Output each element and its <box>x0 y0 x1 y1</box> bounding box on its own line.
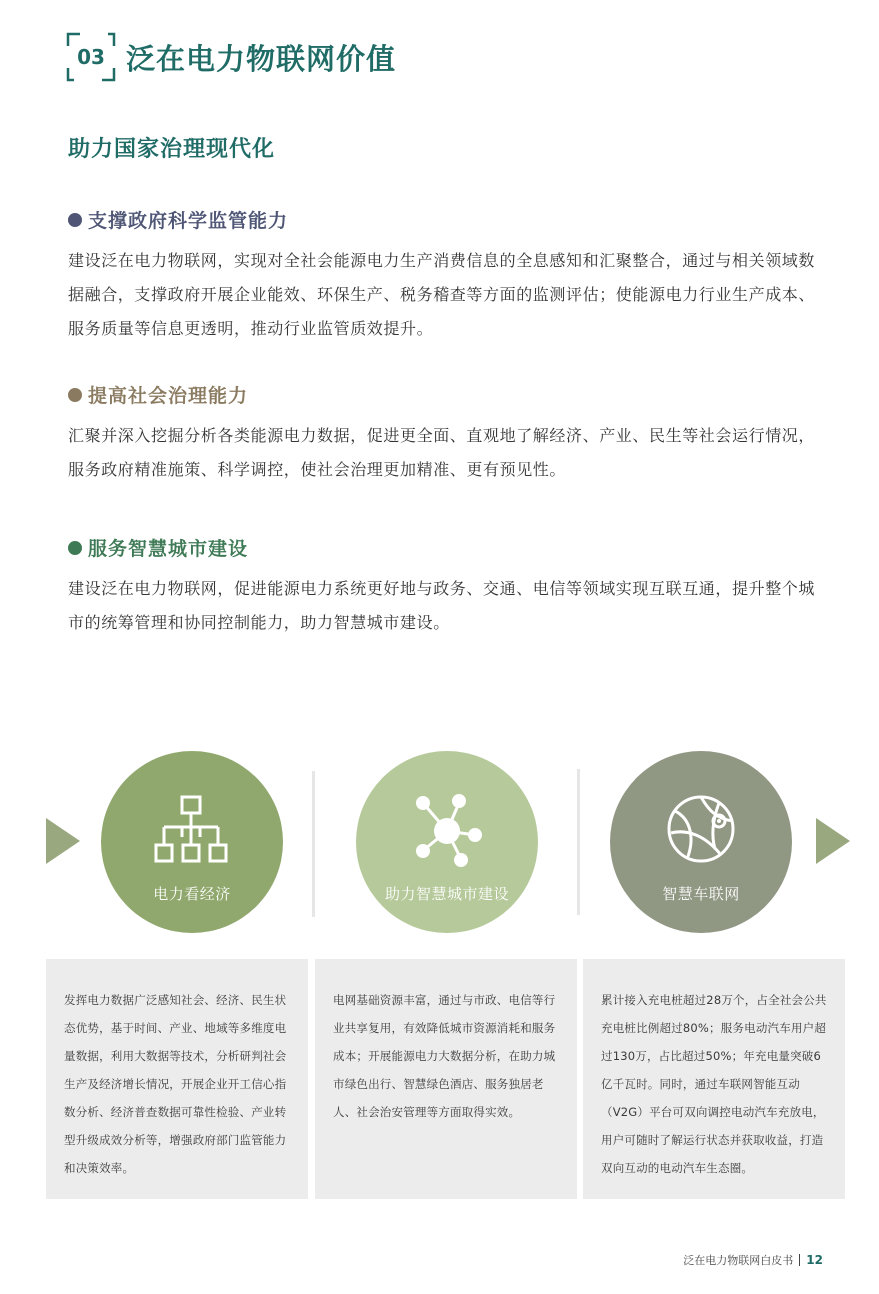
feature-description: 累计接入充电桩超过28万个，占全社会公共充电桩比例超过80%；服务电动汽车用户超过130万，占比超过50%；年充电量突破6亿千瓦时。同时，通过车联网智能互动（V2G）平台可双向调控电动汽车充放电，用户可随时了解运行状态并获取收益，打造双向互动的电动汽车生态圈。 <box>601 993 827 1175</box>
page-footer <box>683 1252 823 1268</box>
feature-circle-economy <box>101 751 283 933</box>
divider <box>312 771 315 917</box>
subsection-heading-1 <box>68 206 288 233</box>
divider <box>577 769 580 915</box>
feature-label: 电力看经济 <box>153 885 231 903</box>
network-nodes-icon <box>407 789 487 869</box>
subsection-text-2: 汇聚并深入挖掘分析各类能源电力数据，促进更全面、直观地了解经济、产业、民生等社会运行情况，服务政府精准施策、科学调控，使社会治理更加精准、更有预见性。 <box>68 426 816 479</box>
subsection-text-1: 建设泛在电力物联网，实现对全社会能源电力生产消费信息的全息感知和汇聚整合，通过与相关领域数据融合，支撑政府开展企业能效、环保生产、税务稽查等方面的监测评估；使能源电力行业生产成本、服务质量等信息更透明，推动行业监管质效提升。 <box>68 251 816 338</box>
subsection-text-3: 建设泛在电力物联网，促进能源电力系统更好地与政务、交通、电信等领域实现互联互通，提升整个城市的统筹管理和协同控制能力，助力智慧城市建设。 <box>68 579 816 632</box>
feature-circle-smart-city <box>356 751 538 933</box>
subsection-heading-2 <box>68 381 248 408</box>
subsection-title: 提高社会治理能力 <box>88 385 249 407</box>
subsection-title: 支撑政府科学监管能力 <box>88 210 289 232</box>
subsection-heading-3 <box>68 534 248 561</box>
page-header <box>66 32 396 82</box>
footer-title: 泛在电力物联网白皮书 <box>683 1254 794 1267</box>
page-number: 12 <box>806 1253 823 1267</box>
globe-link-icon <box>661 789 741 869</box>
bullet-dot-icon <box>68 213 82 227</box>
feature-card-economy <box>46 959 308 1199</box>
feature-card-smart-city <box>315 959 577 1199</box>
subsection-title: 服务智慧城市建设 <box>88 538 249 560</box>
feature-description: 电网基础资源丰富，通过与市政、电信等行业共享复用，有效降低城市资源消耗和服务成本；开展能源电力大数据分析，在助力城市绿色出行、智慧绿色酒店、服务独居老人、社会治安管理等方面取得实效。 <box>333 993 556 1119</box>
arrow-right-decor-icon <box>816 818 850 864</box>
feature-description: 发挥电力数据广泛感知社会、经济、民生状态优势，基于时间、产业、地域等多维度电量数据，利用大数据等技术，分析研判社会生产及经济增长情况，开展企业开工信心指数分析、经济普查数据可靠性检验、产业转型升级成效分析等，增强政府部门监管能力和决策效率。 <box>64 993 287 1175</box>
section-title: 助力国家治理现代化 <box>68 137 276 162</box>
page-title: 泛在电力物联网价值 <box>126 41 397 76</box>
feature-circle-vehicle-network <box>610 751 792 933</box>
feature-card-vehicle-network <box>583 959 845 1199</box>
feature-label: 助力智慧城市建设 <box>384 885 509 903</box>
hierarchy-icon <box>152 789 232 869</box>
bullet-dot-icon <box>68 388 82 402</box>
feature-label: 智慧车联网 <box>662 885 740 903</box>
section-number-badge <box>66 32 116 82</box>
arrow-left-decor-icon <box>46 818 80 864</box>
bullet-dot-icon <box>68 541 82 555</box>
footer-divider <box>799 1254 800 1266</box>
section-number: 03 <box>77 45 105 69</box>
